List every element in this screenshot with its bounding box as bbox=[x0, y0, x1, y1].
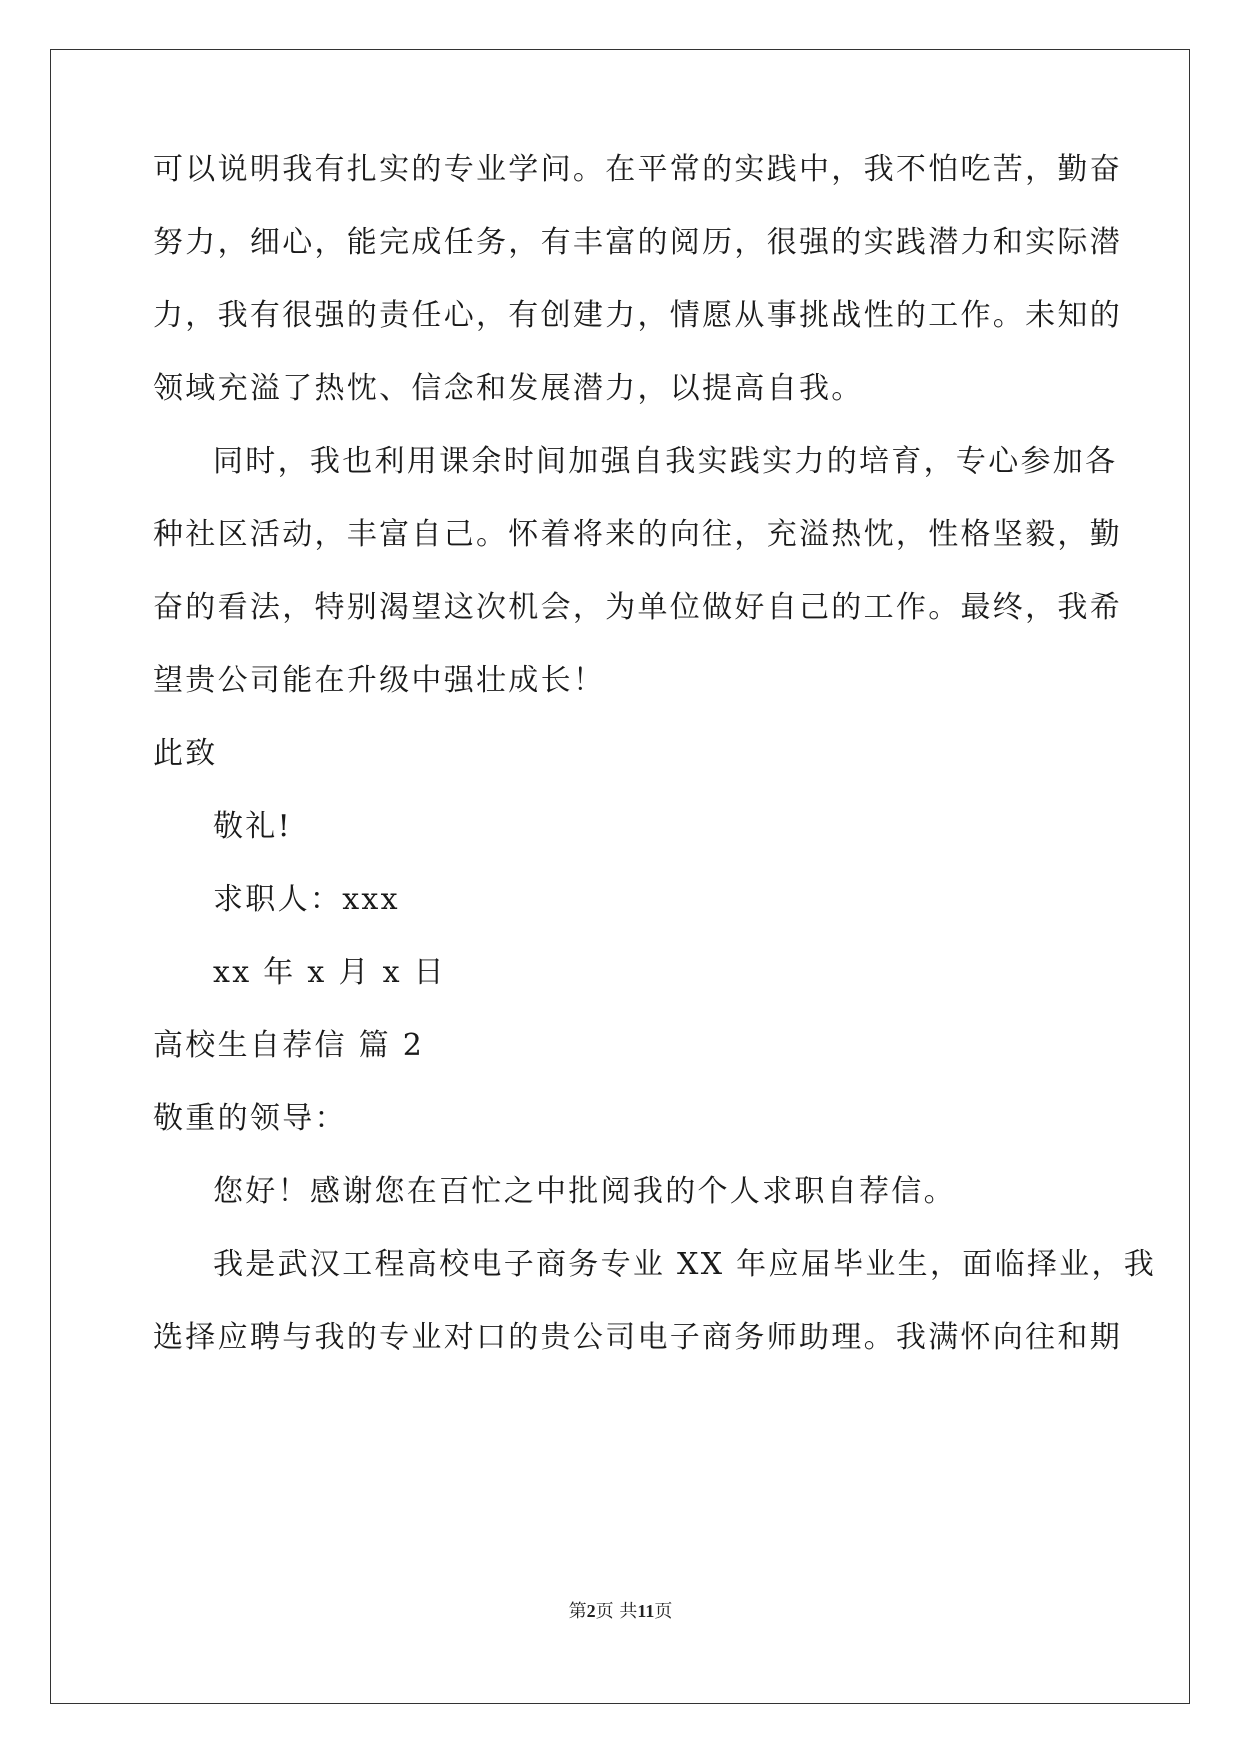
page-suffix: 页 bbox=[654, 1601, 673, 1622]
text-line: 望贵公司能在升级中强壮成长！ bbox=[153, 663, 606, 698]
page-footer bbox=[0, 1599, 1241, 1624]
text-line: 您好！感谢您在百忙之中批阅我的个人求职自荐信。 bbox=[213, 1174, 956, 1209]
letter-date: xx 年 x 月 x 日 bbox=[213, 955, 446, 990]
page-prefix: 第 bbox=[568, 1601, 587, 1622]
section-heading: 高校生自荐信 篇 2 bbox=[153, 1028, 425, 1063]
text-line: 力，我有很强的责任心，有创建力，情愿从事挑战性的工作。未知的 bbox=[153, 298, 1122, 333]
text-line: 可以说明我有扎实的专业学问。在平常的实践中，我不怕吃苦，勤奋 bbox=[153, 152, 1122, 187]
text-line: 奋的看法，特别渴望这次机会，为单位做好自己的工作。最终，我希 bbox=[153, 590, 1122, 625]
greeting: 敬重的领导： bbox=[153, 1101, 347, 1136]
closing-salutation: 此致 bbox=[153, 736, 218, 771]
page-current: 2 bbox=[586, 1601, 596, 1621]
text-line: 同时，我也利用课余时间加强自我实践实力的培育，专心参加各 bbox=[213, 444, 1118, 479]
closing-regards: 敬礼! bbox=[213, 809, 292, 844]
text-line: 领域充溢了热忱、信念和发展潜力，以提高自我。 bbox=[153, 371, 864, 406]
text-line: 选择应聘与我的专业对口的贵公司电子商务师助理。我满怀向往和期 bbox=[153, 1320, 1122, 1355]
text-line: 我是武汉工程高校电子商务专业 XX 年应届毕业生，面临择业，我 bbox=[213, 1247, 1157, 1282]
applicant-name: 求职人：xxx bbox=[213, 882, 400, 917]
page-total: 11 bbox=[637, 1601, 655, 1621]
page-mid: 页 共 bbox=[595, 1601, 638, 1622]
text-line: 努力，细心，能完成任务，有丰富的阅历，很强的实践潜力和实际潜 bbox=[153, 225, 1122, 260]
text-line: 种社区活动，丰富自己。怀着将来的向往，充溢热忱，性格坚毅，勤 bbox=[153, 517, 1122, 552]
